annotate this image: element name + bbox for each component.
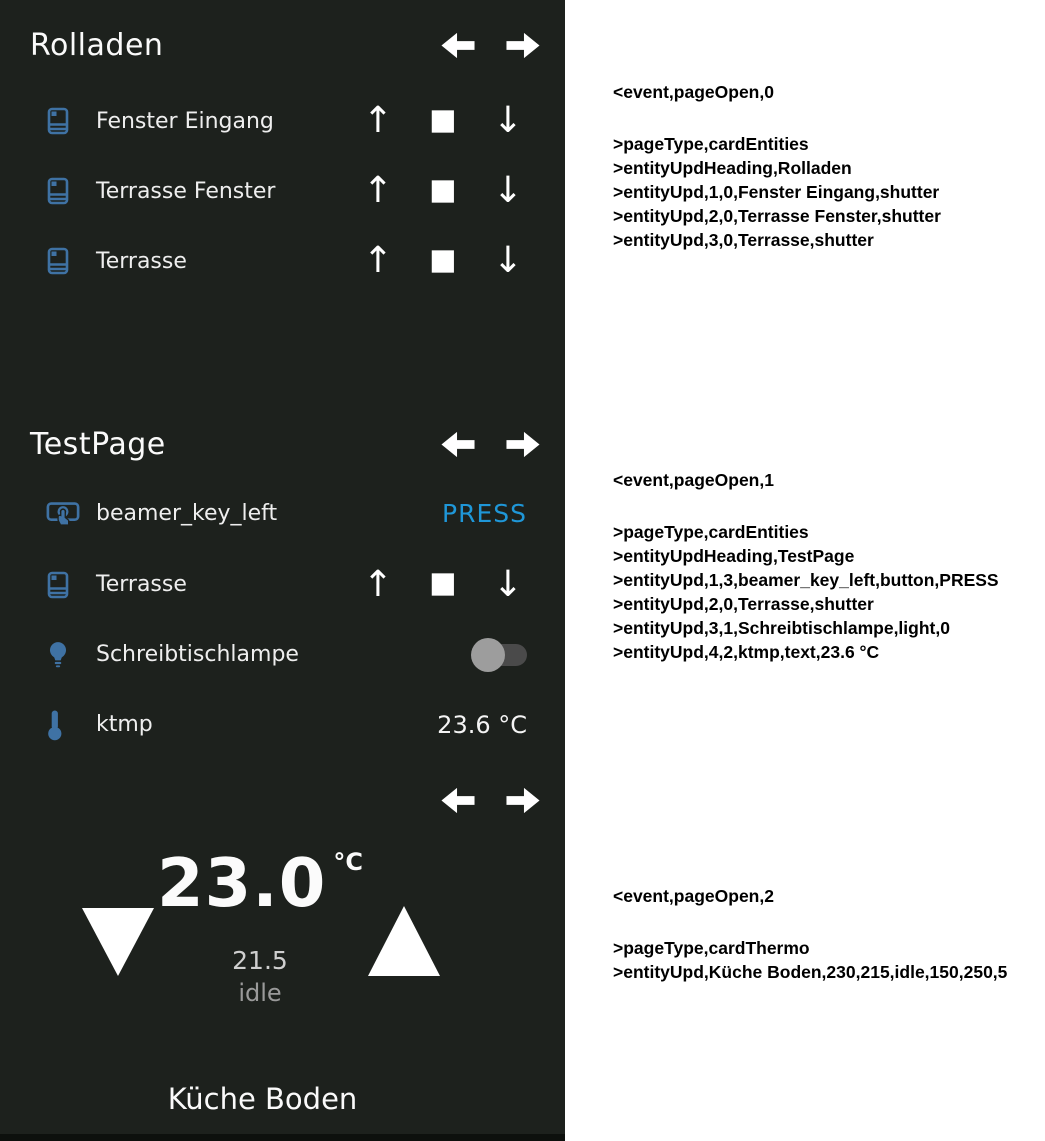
entity-label: Terrasse	[96, 248, 187, 274]
blank-line	[613, 908, 1007, 936]
entity-label: Terrasse	[96, 572, 187, 597]
protocol-block-page0	[613, 80, 941, 252]
target-temperature: 21.5	[232, 946, 288, 975]
entity-label: ktmp	[96, 712, 153, 737]
temperature-value: 23.0	[157, 844, 327, 922]
page-title: Rolladen	[30, 28, 164, 63]
protocol-block-page2	[613, 884, 1007, 984]
protocol-line: >entityUpd,4,2,ktmp,text,23.6 °C	[613, 642, 880, 662]
shutter-up-button[interactable]: ↑	[362, 170, 394, 211]
arrow-left-icon	[439, 427, 477, 462]
entity-row	[0, 156, 565, 226]
protocol-line: >pageType,cardEntities	[613, 134, 809, 154]
nav-prev-button[interactable]	[439, 28, 477, 63]
press-button[interactable]: PRESS	[442, 499, 527, 528]
shutter-controls	[358, 563, 528, 605]
nav-next-button[interactable]	[504, 783, 542, 818]
entity-row	[0, 620, 565, 689]
entity-row	[0, 86, 565, 156]
shutter-controls	[358, 240, 528, 281]
protocol-line: >entityUpdHeading,Rolladen	[613, 158, 852, 178]
thermostat-name: Küche Boden	[167, 1082, 358, 1116]
protocol-line: >pageType,cardEntities	[613, 522, 809, 542]
nav-prev-button[interactable]	[439, 783, 477, 818]
nav-next-button[interactable]	[504, 427, 542, 462]
arrow-right-icon	[504, 427, 542, 462]
protocol-line: >entityUpd,3,1,Schreibtischlampe,light,0	[613, 618, 950, 638]
card-header	[0, 410, 565, 462]
entity-row	[0, 549, 565, 620]
blank-line	[613, 104, 941, 132]
entity-row	[0, 478, 565, 549]
shutter-controls	[358, 100, 528, 141]
shutter-down-button[interactable]: ↓	[492, 100, 524, 141]
shutter-up-button[interactable]: ↑	[362, 563, 394, 605]
protocol-line: >entityUpd,1,3,beamer_key_left,button,PRESS	[613, 570, 999, 590]
card-thermo	[0, 760, 565, 1141]
nav-next-button[interactable]	[504, 28, 542, 63]
current-temperature	[0, 844, 520, 922]
nav-arrows	[439, 28, 542, 63]
protocol-line: >entityUpd,1,0,Fenster Eingang,shutter	[613, 182, 940, 202]
arrow-right-icon	[504, 28, 542, 63]
entity-row	[0, 226, 565, 296]
blank-line	[613, 492, 999, 520]
light-toggle[interactable]	[471, 638, 527, 672]
thermometer-icon	[46, 709, 80, 741]
window-shutter-icon	[46, 106, 80, 136]
shutter-up-button[interactable]: ↑	[362, 240, 394, 281]
arrow-right-icon	[504, 783, 542, 818]
protocol-line: >pageType,cardThermo	[613, 938, 810, 958]
protocol-line: >entityUpdHeading,TestPage	[613, 546, 855, 566]
protocol-line: <event,pageOpen,1	[613, 470, 774, 490]
protocol-line: >entityUpd,3,0,Terrasse,shutter	[613, 230, 874, 250]
shutter-controls	[358, 170, 528, 211]
window-shutter-icon	[46, 246, 80, 276]
entity-label: Fenster Eingang	[96, 108, 274, 134]
sensor-value: 23.6 °C	[437, 710, 527, 739]
page-title: TestPage	[30, 427, 166, 462]
protocol-line: <event,pageOpen,2	[613, 886, 774, 906]
shutter-down-button[interactable]: ↓	[492, 563, 524, 605]
card-header	[0, 0, 565, 63]
card-testpage	[0, 410, 565, 760]
panel-bottom-edge	[0, 1134, 565, 1141]
arrow-left-icon	[439, 28, 477, 63]
shutter-stop-button[interactable]: ■	[429, 565, 457, 599]
shutter-stop-button[interactable]: ■	[429, 171, 457, 206]
protocol-line: >entityUpd,Küche Boden,230,215,idle,150,250,5	[613, 962, 1008, 982]
shutter-up-button[interactable]: ↑	[362, 100, 394, 141]
entity-row	[0, 689, 565, 760]
protocol-line: <event,pageOpen,0	[613, 82, 774, 102]
arrow-left-icon	[439, 783, 477, 818]
window-shutter-icon	[46, 570, 80, 600]
gesture-tap-button-icon	[46, 499, 80, 528]
protocol-block-page1	[613, 468, 999, 664]
entity-label: Schreibtischlampe	[96, 642, 299, 667]
nav-arrows	[439, 427, 542, 462]
hvac-state: idle	[238, 979, 282, 1007]
nav-arrows	[439, 783, 542, 818]
entity-label: beamer_key_left	[96, 501, 278, 526]
lightbulb-icon	[46, 640, 80, 669]
card-header	[0, 760, 565, 818]
entity-label: Terrasse Fenster	[96, 178, 276, 204]
nav-prev-button[interactable]	[439, 427, 477, 462]
card-rolladen	[0, 0, 565, 410]
protocol-text-column	[565, 0, 1045, 1141]
shutter-down-button[interactable]: ↓	[492, 170, 524, 211]
protocol-line: >entityUpd,2,0,Terrasse,shutter	[613, 594, 874, 614]
temperature-unit: °C	[333, 848, 363, 876]
shutter-stop-button[interactable]: ■	[429, 101, 457, 136]
shutter-stop-button[interactable]: ■	[429, 241, 457, 276]
toggle-knob	[471, 638, 505, 672]
protocol-line: >entityUpd,2,0,Terrasse Fenster,shutter	[613, 206, 941, 226]
window-shutter-icon	[46, 176, 80, 206]
shutter-down-button[interactable]: ↓	[492, 240, 524, 281]
